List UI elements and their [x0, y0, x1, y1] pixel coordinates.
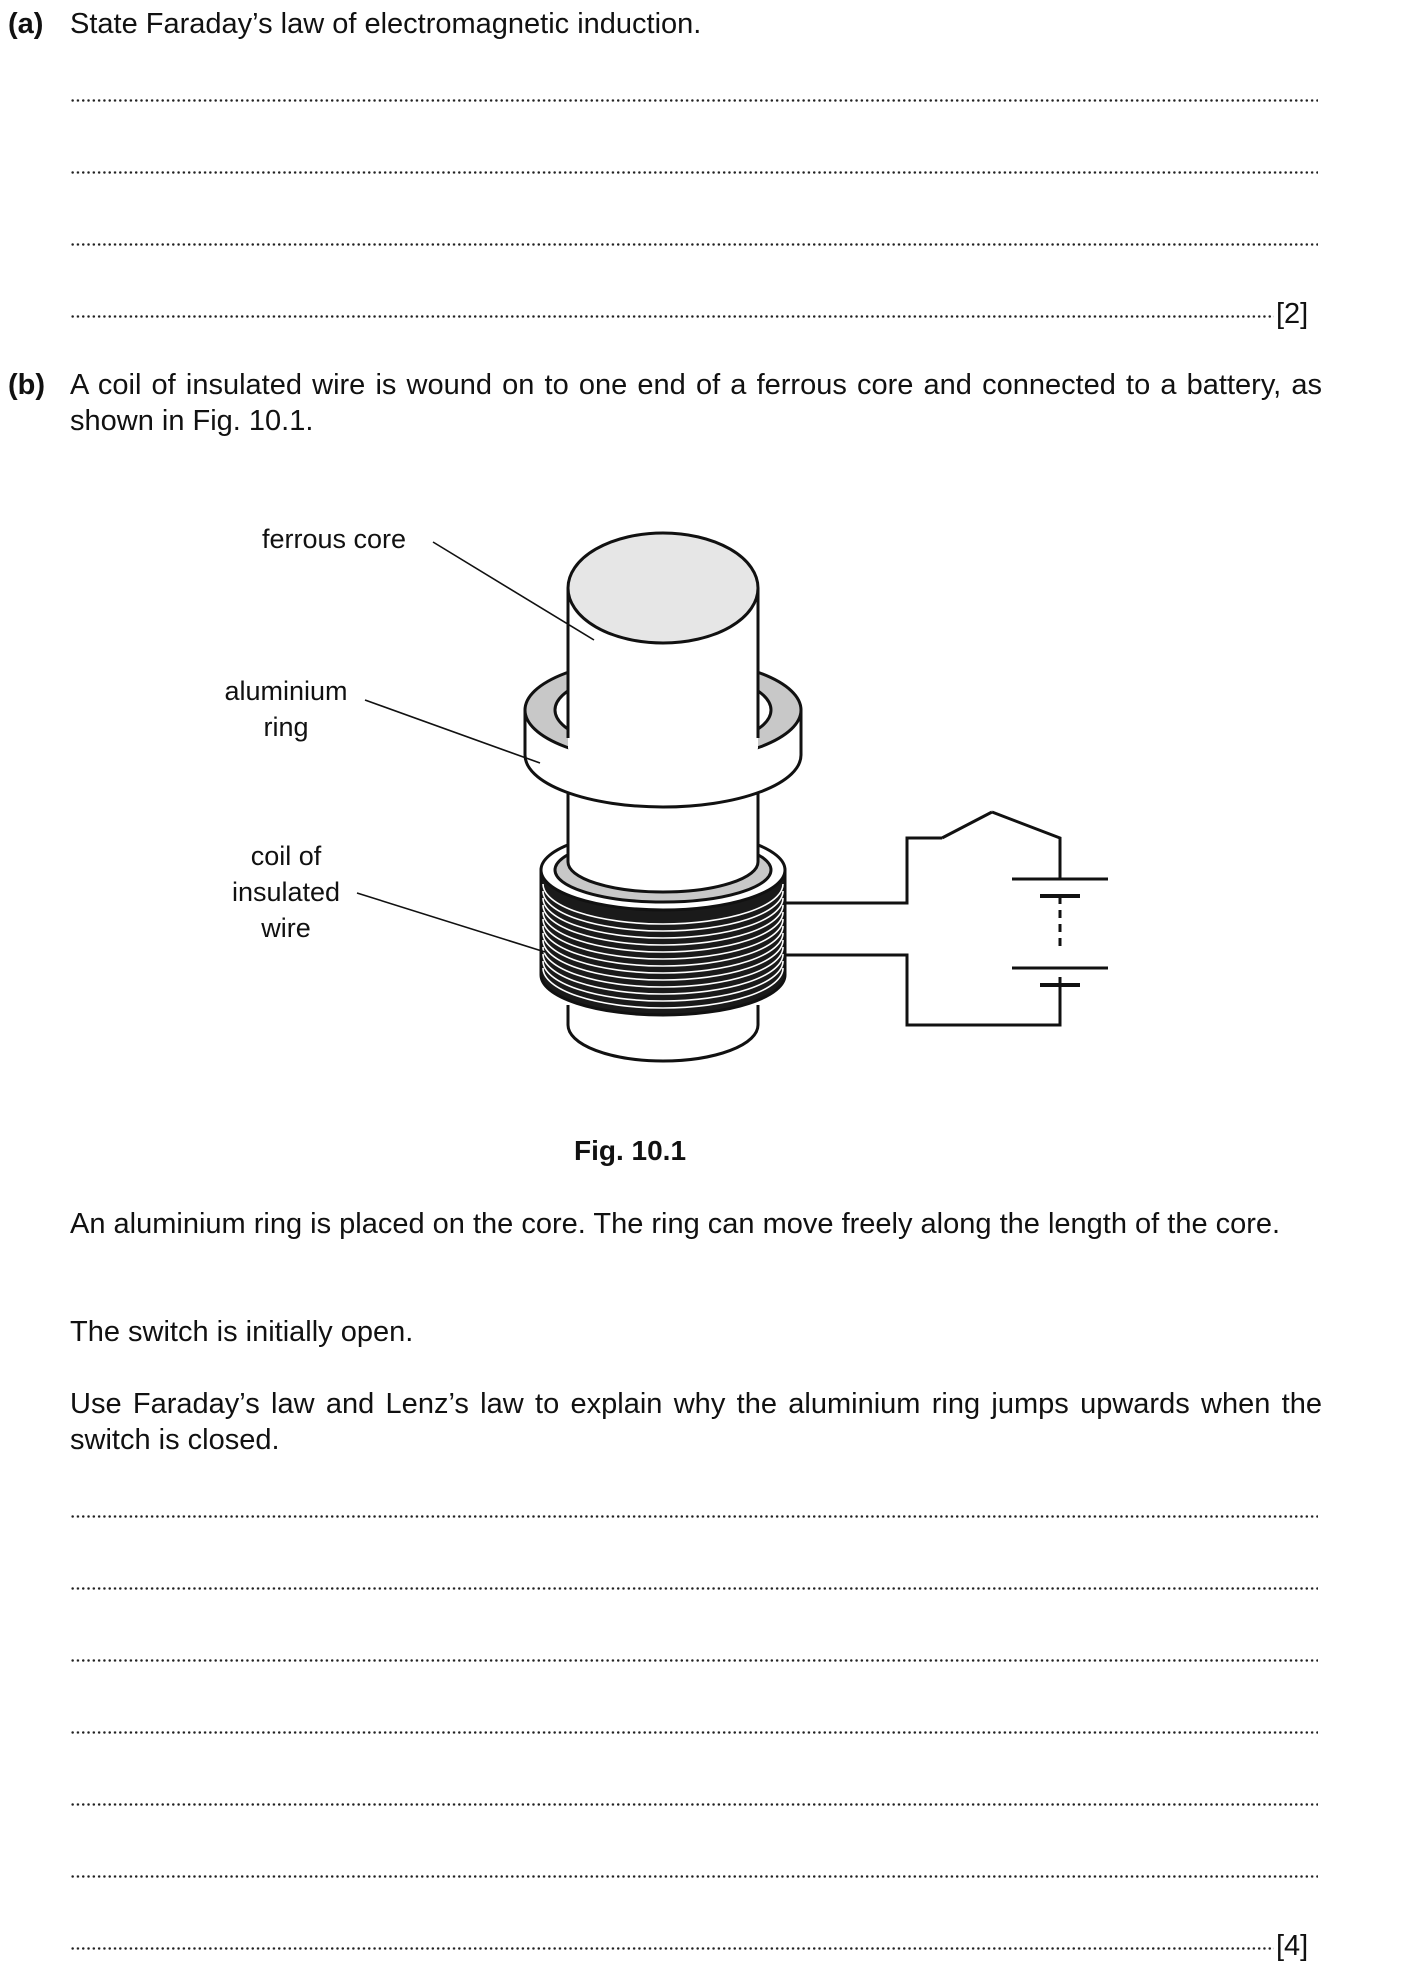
answer-line-b5[interactable]: [70, 1803, 1318, 1806]
part-b-para3: Use Faraday’s law and Lenz’s law to explain why the aluminium ring jumps upwards when the switch is closed.: [70, 1388, 1322, 1456]
label-ring-line2: ring: [263, 712, 309, 742]
switch-blade: [942, 812, 992, 838]
answer-line-b2[interactable]: [70, 1587, 1318, 1590]
figure-caption: Fig. 10.1: [573, 1135, 687, 1166]
answer-line-b1[interactable]: [70, 1515, 1318, 1518]
part-b-label: (b): [8, 369, 46, 401]
part-a-question: State Faraday’s law of electromagnetic induction.: [70, 8, 702, 40]
part-b-para2: The switch is initially open.: [70, 1316, 414, 1348]
leader-coil: [357, 893, 545, 952]
part-a-label: (a): [8, 8, 44, 40]
label-coil-line3: wire: [261, 913, 311, 943]
answer-line-b6[interactable]: [70, 1875, 1318, 1878]
wire-top: [785, 838, 942, 903]
core-top-face: [568, 533, 758, 643]
part-b-intro: A coil of insulated wire is wound on to one end of a ferrous core and connected to a battery, as shown in Fig. 10.1.: [70, 369, 1322, 437]
part-b-para1: An aluminium ring is placed on the core. The ring can move freely along the length of the core.: [70, 1208, 1281, 1240]
label-ferrous-core: ferrous core: [262, 524, 407, 554]
leader-aluminium-ring: [365, 700, 540, 763]
answer-line-b3[interactable]: [70, 1659, 1318, 1662]
wire-switch-to-battery: [992, 812, 1060, 870]
wire-bottom: [785, 955, 1060, 1025]
part-b-marks: [4]: [1276, 1930, 1309, 1962]
answer-line-b4[interactable]: [70, 1731, 1318, 1734]
answer-line-b7[interactable]: [70, 1947, 1274, 1950]
part-a-marks: [2]: [1276, 298, 1309, 330]
label-ring-line1: aluminium: [224, 676, 348, 706]
label-coil-line2: insulated: [231, 877, 341, 907]
label-coil-line1: coil of: [250, 841, 322, 871]
